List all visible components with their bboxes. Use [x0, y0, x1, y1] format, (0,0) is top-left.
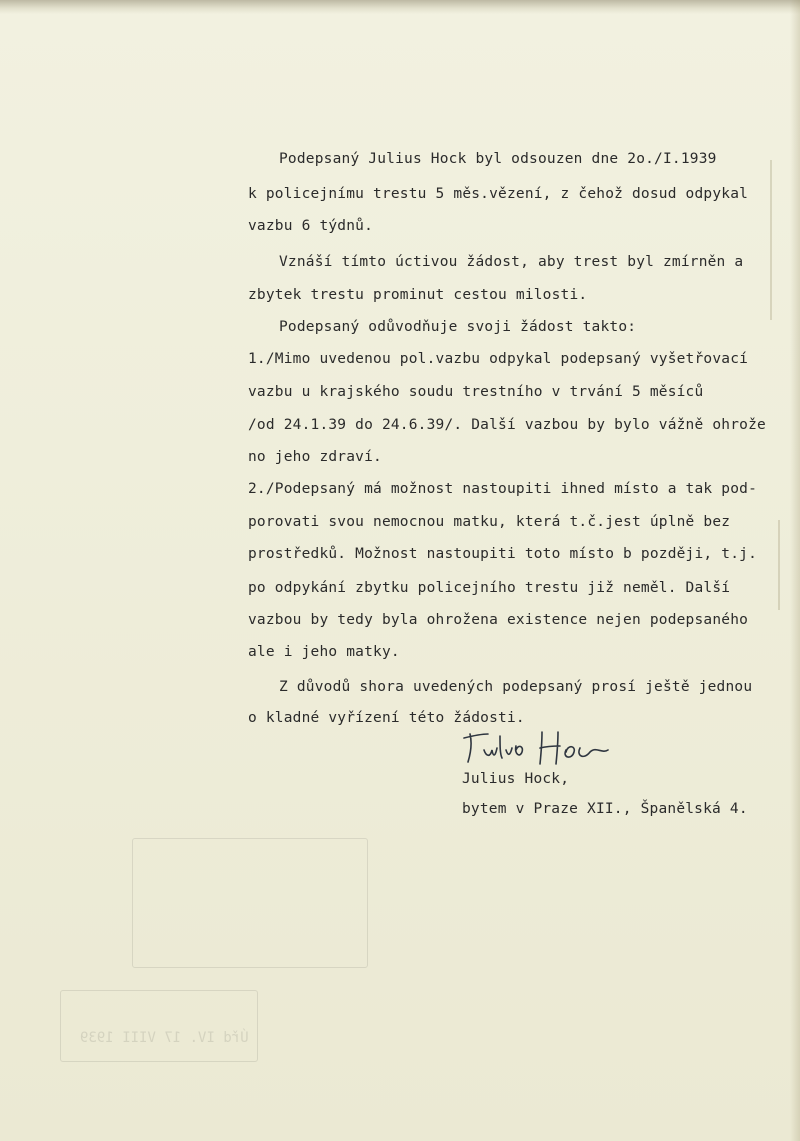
letter-line: po odpykání zbytku policejního trestu již neměl. Další — [248, 580, 731, 596]
faint-stamp-outline — [60, 990, 258, 1062]
letter-line: Vznáší tímto úctivou žádost, aby trest byl zmírněn a — [279, 254, 744, 270]
letter-line: vazbu 6 týdnů. — [248, 218, 374, 234]
paper-crease — [770, 160, 772, 320]
letter-line: 1./Mimo uvedenou pol.vazbu odpykal podepsaný vyšetřovací — [248, 351, 749, 367]
letter-line: Z důvodů shora uvedených podepsaný prosí ještě jednou — [279, 679, 753, 695]
paper-top-edge — [0, 0, 800, 14]
letter-line: 2./Podepsaný má možnost nastoupiti ihned místo a tak pod- — [248, 481, 757, 497]
letter-line: prostředků. Možnost nastoupiti toto místo b později, t.j. — [248, 546, 757, 562]
signature-name: Julius Hock, — [462, 771, 570, 787]
letter-line: no jeho zdraví. — [248, 449, 382, 465]
letter-line: ale i jeho matky. — [248, 644, 400, 660]
letter-line: /od 24.1.39 do 24.6.39/. Další vazbou by bylo vážně ohrože — [248, 417, 766, 433]
handwritten-signature — [462, 728, 622, 768]
letter-line: o kladné vyřízení této žádosti. — [248, 710, 525, 726]
letter-line: porovati svou nemocnou matku, která t.č.jest úplně bez — [248, 514, 731, 530]
letter-line: zbytek trestu prominut cestou milosti. — [248, 287, 588, 303]
paper-crease — [778, 520, 780, 610]
faint-stamp-text: Úřd IV. 17 VIII 1939 — [80, 1030, 249, 1046]
letter-line: vazbou by tedy byla ohrožena existence nejen podepsaného — [248, 612, 749, 628]
paper-right-edge — [790, 0, 800, 1141]
letter-line: vazbu u krajského soudu trestního v trvání 5 měsíců — [248, 384, 704, 400]
faint-stamp-outline — [132, 838, 368, 968]
letter-line: Podepsaný odůvodňuje svoji žádost takto: — [279, 319, 637, 335]
sender-address: bytem v Praze XII., Španělská 4. — [462, 801, 748, 817]
letter-line: k policejnímu trestu 5 měs.vězení, z čehož dosud odpykal — [248, 186, 749, 202]
letter-line: Podepsaný Julius Hock byl odsouzen dne 2o./I.1939 — [279, 151, 717, 167]
